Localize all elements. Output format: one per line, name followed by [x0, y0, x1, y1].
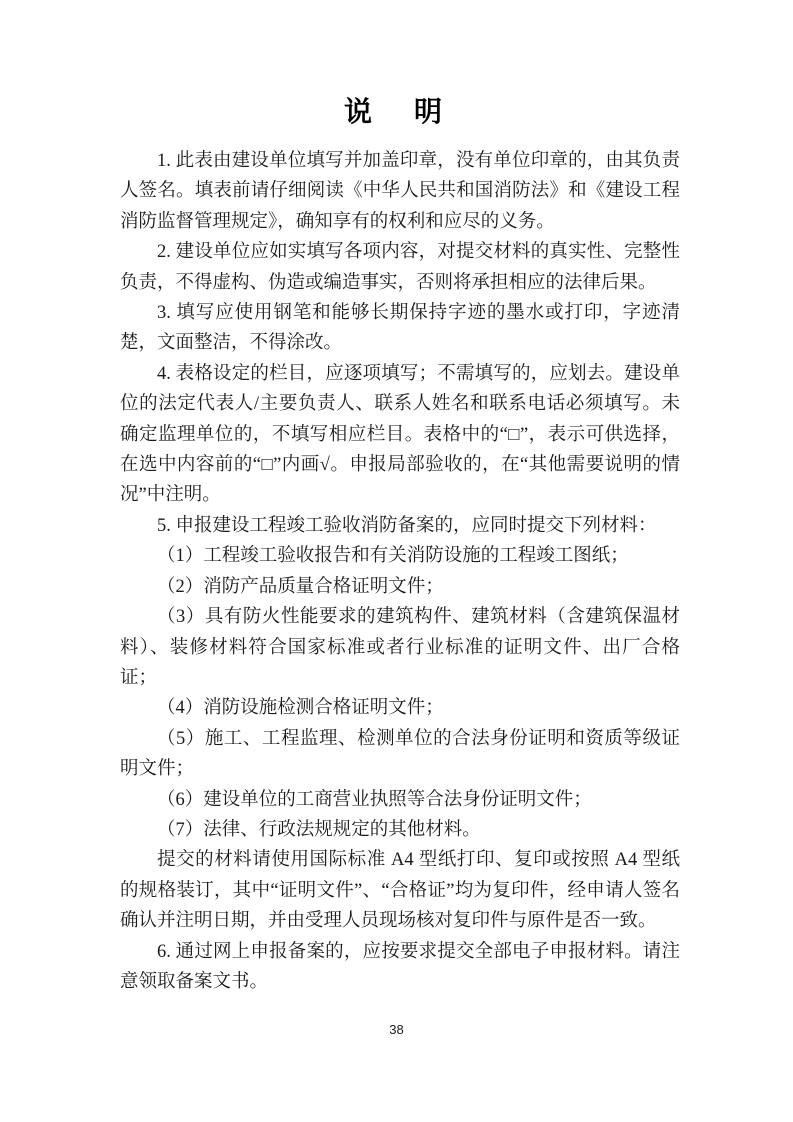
paragraph-1: 1. 此表由建设单位填写并加盖印章，没有单位印章的，由其负责人签名。填表前请仔细阅读《中华人民共和国消防法》和《建设工程消防监督管理规定》，确知享有的权利和应尽的义务。 [120, 151, 680, 232]
list-item-2: （2）消防产品质量合格证明文件； [157, 576, 444, 597]
page-title: 说 明 [343, 96, 449, 127]
list-item-7: （7）法律、行政法规规定的其他材料。 [157, 819, 481, 840]
page-number: 38 [389, 1022, 404, 1037]
document-body [120, 146, 680, 997]
paragraph-4: 4. 表格设定的栏目，应逐项填写；不需填写的，应划去。建设单位的法定代表人/主要负责人、联系人姓名和联系电话必须填写。未确定监理单位的，不填写相应栏目。表格中的“□”，表示可供选择，在选中内容前的“□”内画√。申报局部验收的，在“其他需要说明的情况”中注明。 [120, 363, 680, 506]
list-item-1: （1）工程竣工验收报告和有关消防设施的工程竣工图纸； [157, 546, 629, 567]
paragraph-2: 2. 建设单位应如实填写各项内容，对提交材料的真实性、完整性负责，不得虚构、伪造或编造事实，否则将承担相应的法律后果。 [120, 242, 680, 293]
list-item-3: （3）具有防火性能要求的建筑构件、建筑材料（含建筑保温材料）、装修材料符合国家标准或者行业标准的证明文件、出厂合格证； [120, 607, 680, 688]
paragraph-6: 提交的材料请使用国际标准 A4 型纸打印、复印或按照 A4 型纸的规格装订，其中“证明文件”、“合格证”均为复印件，经申请人签名确认并注明日期，并由受理人员现场核对复印件与原件是否一致。 [120, 850, 680, 932]
list-item-5: （5）施工、工程监理、检测单位的合法身份证明和资质等级证明文件； [120, 728, 680, 780]
paragraph-3: 3. 填写应使用钢笔和能够长期保持字迹的墨水或打印，字迹清楚，文面整洁，不得涂改。 [120, 303, 680, 354]
list-item-4: （4）消防设施检测合格证明文件； [157, 698, 444, 719]
list-item-6: （6）建设单位的工商营业执照等合法身份证明文件； [157, 789, 592, 810]
paragraph-7: 6. 通过网上申报备案的，应按要求提交全部电子申报材料。请注意领取备案文书。 [120, 941, 680, 992]
paragraph-5: 5. 申报建设工程竣工验收消防备案的，应同时提交下列材料： [157, 515, 657, 536]
